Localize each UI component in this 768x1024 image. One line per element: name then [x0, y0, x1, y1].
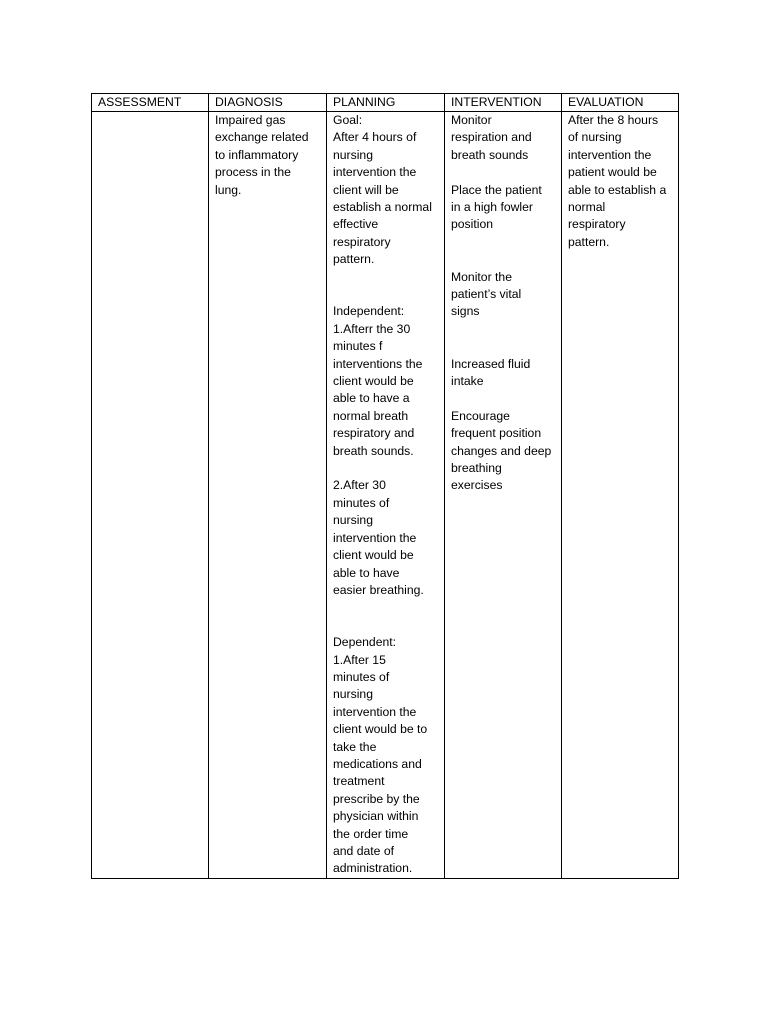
cell-text-line: Impaired gas — [215, 113, 286, 127]
cell-text-line: pattern. — [568, 234, 610, 249]
cell-text-line: take the — [333, 739, 377, 754]
cell-text-line: Place the patient — [451, 182, 542, 197]
cell-text-line: Increased fluid — [451, 356, 531, 371]
cell-text-line: of nursing — [568, 130, 622, 145]
cell-text-line: signs — [451, 304, 480, 319]
cell-text-line: medications and — [333, 756, 422, 771]
cell-text-line: normal breath — [333, 408, 409, 423]
cell-text-line: in a high fowler — [451, 200, 533, 215]
cell-text-line: 1.Afterr the 30 — [333, 321, 411, 336]
cell-text-line: After 4 hours of — [333, 130, 417, 145]
cell-text-line: process in the — [215, 165, 291, 180]
cell-text-line: changes and deep — [451, 443, 552, 458]
cell-text-line: Dependent: — [333, 635, 397, 650]
cell-text-line: 2.After 30 — [333, 478, 386, 493]
cell-text-line: Monitor the — [451, 269, 512, 284]
cell-text-line: client would be to — [333, 722, 428, 737]
cell-text-line: interventions the — [333, 356, 423, 371]
cell-text-line: nursing — [333, 513, 373, 528]
cell-text-line: patient’s vital — [451, 287, 522, 302]
cell-text-line: administration. — [333, 861, 413, 876]
header-intervention: INTERVENTION — [445, 94, 562, 112]
cell-text-line — [333, 460, 440, 477]
nursing-care-plan-table — [91, 93, 679, 879]
cell-text-line: nursing — [333, 687, 373, 702]
cell-text-line: intervention the — [333, 165, 417, 180]
cell-text-line — [333, 617, 440, 634]
header-assessment: ASSESSMENT — [92, 94, 209, 112]
table-row — [92, 112, 679, 879]
cell-text-line: to inflammatory — [215, 147, 299, 162]
header-diagnosis: DIAGNOSIS — [209, 94, 327, 112]
cell-text-line: exercises — [451, 478, 503, 493]
cell-text-line: respiratory — [333, 234, 391, 249]
cell-text-line: effective — [333, 217, 379, 232]
cell-text-line: normal — [568, 200, 606, 215]
cell-text-line: client would be — [333, 374, 414, 389]
cell-text-line: minutes f — [333, 339, 383, 354]
cell-text-line — [333, 599, 440, 616]
cell-text-line: and date of — [333, 843, 394, 858]
cell-text-line: breath sounds — [451, 147, 529, 162]
cell-text-line: Monitor — [451, 113, 492, 127]
header-evaluation: EVALUATION — [562, 94, 679, 112]
cell-text-line — [333, 286, 440, 303]
cell-text-line: client will be — [333, 182, 399, 197]
cell-text-line: frequent position — [451, 426, 542, 441]
cell-text-line: establish a normal — [333, 200, 432, 215]
cell-text-line: After the 8 hours — [568, 113, 659, 127]
cell-text-line — [451, 338, 557, 355]
cell-text-line: Encourage — [451, 408, 510, 423]
cell-text-line: exchange related — [215, 130, 309, 145]
cell-text-line: nursing — [333, 147, 373, 162]
cell-text-line — [451, 234, 557, 251]
cell-text-line — [333, 269, 440, 286]
cell-text-line: minutes of — [333, 495, 390, 510]
cell-text-line: intervention the — [333, 704, 417, 719]
cell-text-line: respiratory — [568, 217, 626, 232]
cell-text-line: treatment — [333, 774, 385, 789]
cell-text-line: physician within — [333, 809, 419, 824]
cell-text-line: patient would be — [568, 165, 657, 180]
cell-text-line: 1.After 15 — [333, 652, 386, 667]
cell-text-line: intervention the — [568, 147, 652, 162]
assessment-cell — [92, 112, 209, 879]
planning-cell — [327, 112, 445, 879]
cell-text-line: intake — [451, 374, 484, 389]
cell-text-line — [451, 390, 557, 407]
cell-text-line: able to have a — [333, 391, 410, 406]
cell-text-line — [451, 251, 557, 268]
header-row — [92, 94, 679, 112]
cell-text-line: easier breathing. — [333, 582, 424, 597]
evaluation-cell — [562, 112, 679, 879]
diagnosis-cell — [209, 112, 327, 879]
cell-text-line: able to have — [333, 565, 400, 580]
cell-text-line: intervention the — [333, 530, 417, 545]
cell-text-line: pattern. — [333, 252, 375, 267]
cell-text-line — [451, 164, 557, 181]
cell-text-line: client would be — [333, 548, 414, 563]
cell-text-line: minutes of — [333, 669, 390, 684]
cell-text-line: respiratory and — [333, 426, 415, 441]
cell-text-line: Goal: — [333, 113, 363, 127]
cell-text-line: respiration and — [451, 130, 532, 145]
cell-text-line: position — [451, 217, 494, 232]
cell-text-line: Independent: — [333, 304, 405, 319]
cell-text-line: prescribe by the — [333, 791, 420, 806]
header-planning: PLANNING — [327, 94, 445, 112]
intervention-cell — [445, 112, 562, 879]
cell-text-line: breathing — [451, 461, 502, 476]
cell-text-line — [451, 321, 557, 338]
cell-text-line: lung. — [215, 182, 242, 197]
cell-text-line: able to establish a — [568, 182, 667, 197]
cell-text-line: the order time — [333, 826, 409, 841]
cell-text-line: breath sounds. — [333, 443, 414, 458]
